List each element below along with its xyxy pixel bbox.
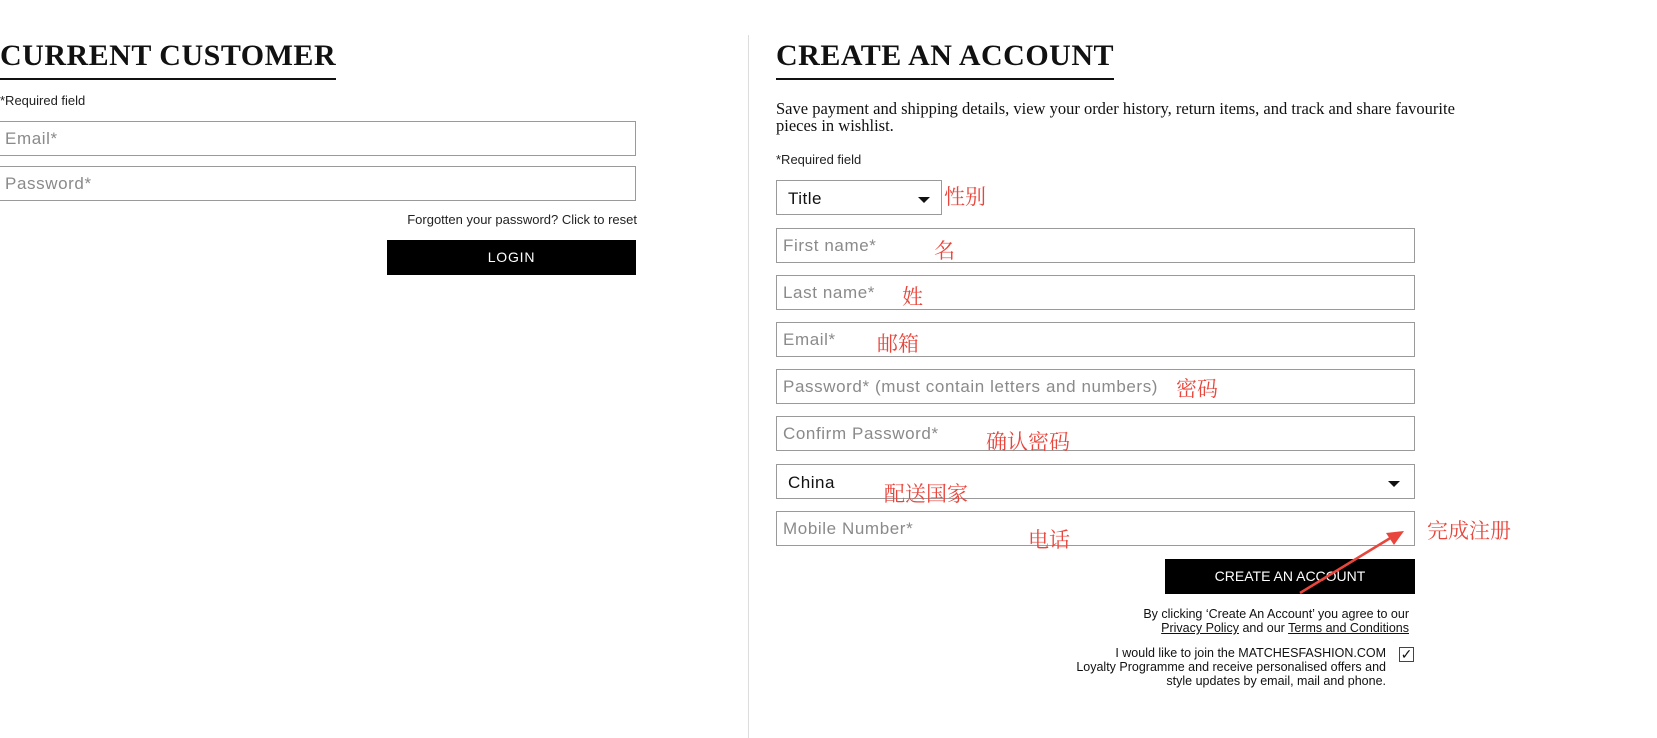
current-customer-heading: CURRENT CUSTOMER bbox=[0, 38, 336, 80]
login-email-input[interactable] bbox=[0, 122, 635, 155]
legal-notice bbox=[989, 607, 1409, 635]
first-name-input[interactable] bbox=[777, 229, 1414, 262]
create-account-button[interactable]: CREATE AN ACCOUNT bbox=[1165, 559, 1415, 594]
annotation-submit: 完成注册 bbox=[1427, 519, 1511, 543]
loyalty-line-2: Loyalty Programme and receive personalised offers and bbox=[1076, 660, 1386, 674]
title-select-value: Title bbox=[788, 189, 822, 208]
last-name-field[interactable] bbox=[776, 275, 1415, 310]
chevron-down-icon bbox=[918, 197, 930, 203]
login-email-field[interactable] bbox=[0, 121, 636, 156]
forgot-password-link[interactable]: Forgotten your password? Click to reset bbox=[407, 212, 637, 227]
register-password-field[interactable] bbox=[776, 369, 1415, 404]
legal-and-our: and our bbox=[1242, 621, 1285, 635]
annotation-first-name: 名 bbox=[934, 239, 955, 263]
login-button[interactable]: LOGIN bbox=[387, 240, 636, 275]
annotation-country: 配送国家 bbox=[884, 482, 968, 506]
country-select[interactable] bbox=[776, 464, 1415, 499]
loyalty-line-3: style updates by email, mail and phone. bbox=[1166, 674, 1386, 688]
annotation-email: 邮箱 bbox=[877, 332, 919, 356]
legal-line-2 bbox=[989, 621, 1409, 635]
register-email-field[interactable] bbox=[776, 322, 1415, 357]
current-customer-required-note: *Required field bbox=[0, 93, 86, 108]
annotation-title: 性别 bbox=[944, 185, 986, 209]
country-select-value: China bbox=[788, 473, 835, 492]
check-icon: ✓ bbox=[1400, 646, 1413, 662]
confirm-password-input[interactable] bbox=[777, 417, 1414, 450]
loyalty-line-1: I would like to join the MATCHESFASHION.COM bbox=[1115, 646, 1386, 660]
annotation-last-name: 姓 bbox=[902, 285, 923, 309]
confirm-password-field[interactable] bbox=[776, 416, 1415, 451]
register-email-input[interactable] bbox=[777, 323, 1414, 356]
annotation-confirm-password: 确认密码 bbox=[986, 430, 1070, 454]
create-account-heading: CREATE AN ACCOUNT bbox=[776, 38, 1114, 80]
create-account-required-note: *Required field bbox=[776, 152, 862, 167]
terms-and-conditions-link[interactable]: Terms and Conditions bbox=[1288, 621, 1409, 635]
login-password-input[interactable] bbox=[0, 167, 635, 200]
annotation-mobile: 电话 bbox=[1028, 528, 1070, 552]
column-divider bbox=[748, 35, 749, 738]
loyalty-checkbox[interactable] bbox=[1399, 647, 1414, 662]
title-select[interactable] bbox=[776, 180, 942, 215]
register-password-input[interactable] bbox=[777, 370, 1414, 403]
loyalty-text bbox=[926, 646, 1386, 688]
last-name-input[interactable] bbox=[777, 276, 1414, 309]
privacy-policy-link[interactable]: Privacy Policy bbox=[1161, 621, 1239, 635]
create-account-description: Save payment and shipping details, view your order history, return items, and track and share favourite pieces in wishlist. bbox=[776, 99, 1455, 135]
annotation-arrow-icon bbox=[1290, 525, 1420, 600]
annotation-password: 密码 bbox=[1176, 377, 1218, 401]
chevron-down-icon bbox=[1388, 481, 1400, 487]
legal-line-1: By clicking ‘Create An Account’ you agree to our bbox=[1143, 607, 1409, 621]
first-name-field[interactable] bbox=[776, 228, 1415, 263]
login-password-field[interactable] bbox=[0, 166, 636, 201]
